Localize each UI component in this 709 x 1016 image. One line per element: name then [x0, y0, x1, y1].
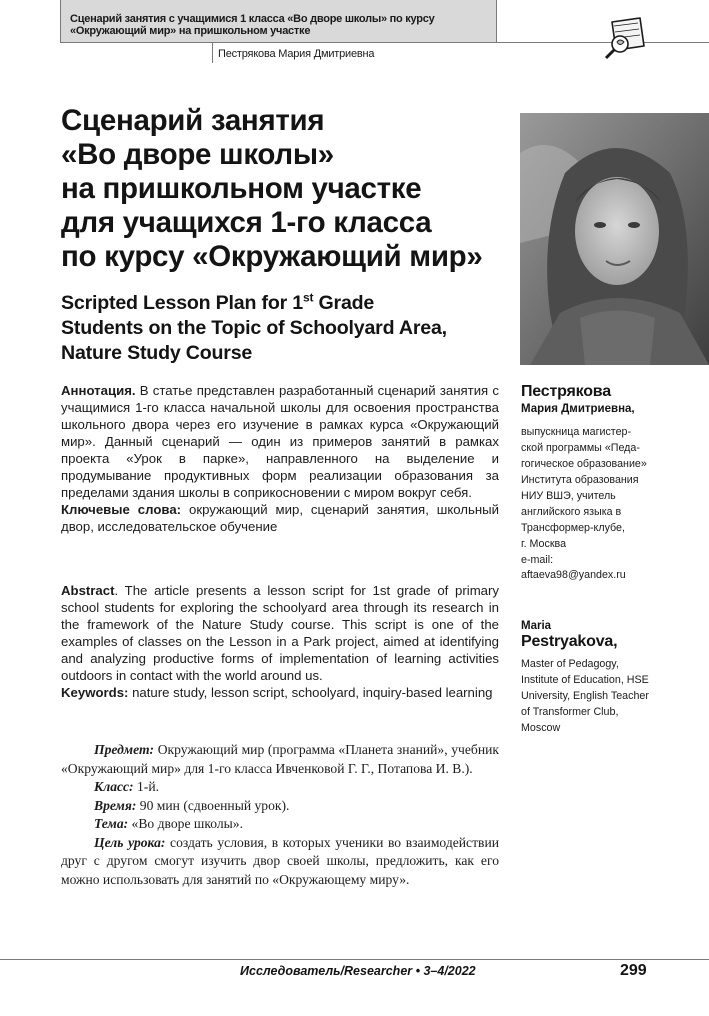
author-en-desc-line: of Transformer Club,	[521, 706, 619, 718]
annotation-ru	[61, 382, 499, 535]
running-author: Пестрякова Мария Дмитриевна	[218, 48, 375, 60]
author-en-desc-line: Moscow	[521, 722, 561, 734]
author-ru-surname: Пестрякова	[521, 383, 611, 400]
subject-label: Предмет:	[94, 742, 155, 757]
author-en-desc-line: Institute of Education, HSE	[521, 674, 649, 686]
running-title-line1: Сценарий занятия с учащимися 1 класса «Во дворе школы» по курсу	[70, 13, 435, 25]
article-body	[61, 741, 499, 889]
journal-name: Исследователь/Researcher • 3–4/2022	[240, 964, 476, 978]
goal-label: Цель урока:	[94, 834, 166, 850]
author-en-surname: Pestryakova,	[521, 633, 618, 650]
annotation-paragraph	[61, 382, 499, 501]
author-en-given: Maria	[521, 620, 552, 632]
body-subject	[61, 741, 499, 778]
title-en-line	[61, 291, 511, 316]
page-number: 299	[620, 962, 647, 979]
email-address[interactable]: aftaeva98@yandex.ru	[521, 569, 626, 581]
abstract-label: Abstract	[61, 583, 115, 598]
title-en-line: Students on the Topic of Schoolyard Area,	[61, 317, 447, 339]
author-en-desc-line: Master of Pedagogy,	[521, 658, 619, 670]
keywords-ru-label: Ключевые слова:	[61, 502, 182, 517]
author-en-desc-line: University, English Teacher	[521, 690, 649, 702]
title-ru-line: «Во дворе школы»	[61, 138, 334, 171]
article-title-ru	[61, 104, 511, 274]
annotation-text: В статье представлен разработанный сценарий занятия с учащимися 1-го класса начальной школы для освоения пространства школьного двора через его изучение в рамках курса «Окружающий мир». Данный сценарий — один из примеров занятий в рамках проекта «Урок в парке», направленного на выделение и продумывание продуктивных форм реализации образования за пределами здания школы в соприкосновении с миром вокруг себя.	[61, 383, 499, 500]
keywords-en-label: Keywords:	[61, 685, 129, 700]
author-ru-desc-line: выпускница магистер-	[521, 426, 632, 438]
goal-text: создать условия, в которых ученики во взаимодействии друг с другом смогут изучить двор своей школы, предложить, как его можно использовать для занятий по «Окружающему миру».	[61, 834, 499, 887]
running-header	[60, 0, 497, 43]
title-en-superscript: st	[302, 290, 314, 305]
time-text: 90 мин (сдвоенный урок).	[136, 797, 290, 813]
author-en-description	[521, 656, 671, 736]
keywords-en	[61, 684, 499, 701]
keywords-ru	[61, 501, 499, 535]
author-portrait-image	[520, 113, 709, 365]
email-label: e-mail:	[521, 554, 554, 566]
author-ru-description	[521, 424, 671, 552]
running-title-line2: «Окружающий мир» на пришкольном участке	[70, 25, 311, 37]
author-photo	[520, 113, 709, 365]
title-en-line: Nature Study Course	[61, 342, 253, 364]
author-ru-desc-line: Трансформер-клубе,	[521, 522, 625, 534]
time-label: Время:	[94, 797, 137, 813]
annotation-label: Аннотация.	[61, 383, 136, 398]
title-en-text: Scripted Lesson Plan for 1	[61, 292, 303, 314]
abstract-text: . The article presents a lesson script for 1st grade of primary school students for exploring the schoolyard area through its research in the framework of the Nature Study course. This script is one of the examples of classes on the Lesson in a Park project, aimed at identifying and analyzing productive forms of implementation of learning activities outdoors in contact with the world around us.	[61, 583, 499, 683]
footer-rule	[0, 959, 709, 960]
author-ru-desc-line: ской программы «Педа-	[521, 442, 640, 454]
topic-text: «Во дворе школы».	[128, 816, 243, 831]
author-ru-desc-line: г. Москва	[521, 538, 567, 550]
author-ru-desc-line: НИУ ВШЭ, учитель	[521, 490, 616, 502]
title-ru-line: Сценарий занятия	[61, 104, 325, 137]
topic-label: Тема:	[94, 816, 129, 831]
title-ru-line: для учащихся 1-го класса	[61, 206, 432, 239]
author-ru-desc-line: английского языка в	[521, 506, 622, 518]
author-ru-desc-line: Института образования	[521, 474, 639, 486]
body-goal	[61, 834, 499, 890]
header-divider	[212, 43, 213, 63]
title-ru-line: по курсу «Окружающий мир»	[61, 240, 483, 273]
body-class	[61, 778, 499, 797]
class-text: 1-й.	[133, 779, 159, 794]
keywords-en-text: nature study, lesson script, schoolyard, inquiry-based learning	[128, 685, 493, 700]
magnifier-leaf-icon	[600, 14, 648, 62]
title-ru-line: на пришкольном участке	[61, 172, 422, 205]
body-time	[61, 797, 499, 816]
abstract-paragraph	[61, 582, 499, 684]
abstract-en	[61, 582, 499, 701]
keywords-ru-text: окружающий мир, сценарий занятия, школьный двор, исследовательское обучение	[61, 502, 500, 534]
article-title-en	[61, 291, 511, 366]
subject-text: Окружающий мир (программа «Планета знаний», учебник «Окружающий мир» для 1-го класса Ивченковой Г. Г., Потапова И. В.).	[61, 742, 499, 776]
title-en-text: Grade	[313, 292, 375, 314]
body-topic	[61, 815, 499, 834]
author-ru-given: Мария Дмитриевна,	[521, 403, 635, 415]
author-ru-desc-line: гогическое образование»	[521, 458, 647, 470]
class-label: Класс:	[94, 779, 134, 794]
